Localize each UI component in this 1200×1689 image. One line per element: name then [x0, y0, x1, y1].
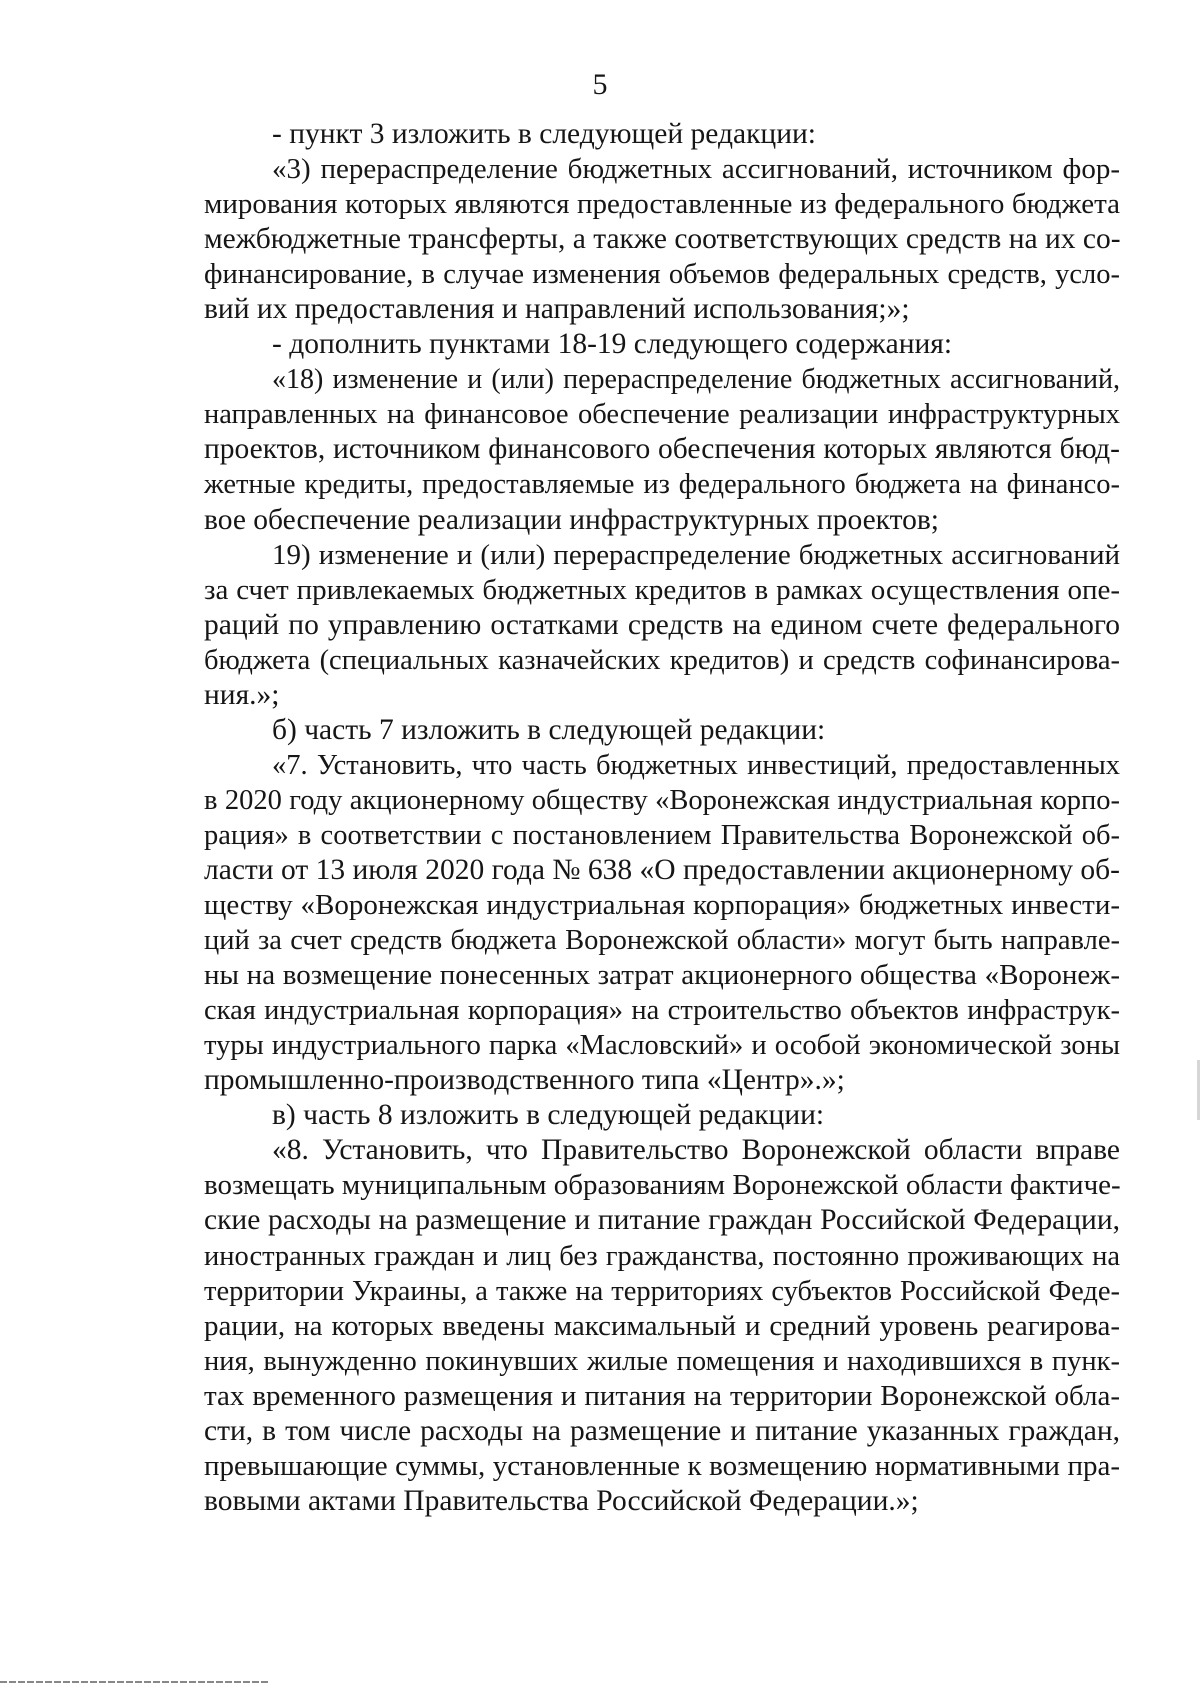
- text-line: сти, в том числе расходы на размещение и питание указанных граждан,: [204, 1414, 1120, 1447]
- text-line: превышающие суммы, установленные к возмещению нормативными пра-: [204, 1449, 1120, 1482]
- text-line: ций за счет средств бюджета Воронежской области» могут быть направле-: [204, 925, 1120, 957]
- page-number: 5: [592, 68, 608, 101]
- text-line: в) часть 8 изложить в следующей редакции:: [272, 1099, 825, 1132]
- text-line: ществу «Воронежская индустриальная корпорация» бюджетных инвести-: [204, 889, 1120, 922]
- text-line: вое обеспечение реализации инфраструктурных проектов;: [204, 503, 939, 536]
- text-line: вий их предоставления и направлений использования;»;: [204, 293, 910, 326]
- text-line: жетные кредиты, предоставляемые из федерального бюджета на финансо-: [204, 469, 1120, 501]
- text-line: проектов, источником финансового обеспечения которых являются бюд-: [204, 433, 1120, 466]
- text-line: ская индустриальная корпорация» на строительство объектов инфраструк-: [204, 995, 1120, 1027]
- text-line: «7. Установить, что часть бюджетных инвестиций, предоставленных: [272, 749, 1120, 781]
- text-line: - пункт 3 изложить в следующей редакции:: [272, 118, 816, 150]
- text-line: тах временного размещения и питания на территории Воронежской обла-: [204, 1379, 1120, 1412]
- text-line: «18) изменение и (или) перераспределение бюджетных ассигнований,: [272, 364, 1120, 396]
- text-line: рация» в соответствии с постановлением Правительства Воронежской об-: [204, 819, 1120, 851]
- text-line: «8. Установить, что Правительство Воронежской области вправе: [272, 1134, 1120, 1167]
- text-line: ласти от 13 июля 2020 года № 638 «О предоставлении акционерному об-: [204, 853, 1120, 886]
- text-line: туры индустриального парка «Масловский» и особой экономической зоны: [204, 1030, 1120, 1062]
- text-line: межбюджетные трансферты, а также соответствующих средств на их со-: [204, 223, 1121, 256]
- text-line: промышленно-производственного типа «Центр».»;: [204, 1064, 845, 1097]
- text-line: - дополнить пунктами 18-19 следующего содержания:: [272, 328, 953, 361]
- text-line: ния.»;: [204, 678, 280, 711]
- text-line: финансирование, в случае изменения объемов федеральных средств, усло-: [204, 259, 1120, 291]
- text-line: рации, на которых введены максимальный и средний уровень реагирова-: [204, 1309, 1120, 1342]
- text-line: 19) изменение и (или) перераспределение бюджетных ассигнований: [272, 538, 1120, 571]
- text-line: бюджета (специальных казначейских кредитов) и средств софинансирова-: [204, 644, 1120, 676]
- document-body: [204, 117, 1120, 1519]
- text-line: ские расходы на размещение и питание граждан Российской Федерации,: [204, 1204, 1120, 1237]
- text-line: ны на возмещение понесенных затрат акционерного общества «Воронеж-: [204, 959, 1120, 992]
- scan-artifact-bottom: [0, 1681, 270, 1683]
- text-line: иностранных граждан и лиц без гражданства, постоянно проживающих на: [204, 1240, 1120, 1272]
- text-line: раций по управлению остатками средств на едином счете федерального: [204, 608, 1120, 641]
- text-line: «3) перераспределение бюджетных ассигнований, источником фор-: [272, 153, 1120, 186]
- text-line: территории Украины, а также на территориях субъектов Российской Феде-: [204, 1275, 1120, 1307]
- text-line: возмещать муниципальным образованиям Воронежской области фактиче-: [204, 1169, 1121, 1202]
- text-line: мирования которых являются предоставленные из федерального бюджета: [204, 188, 1120, 221]
- text-line: вовыми актами Правительства Российской Федерации.»;: [204, 1484, 919, 1517]
- text-line: направленных на финансовое обеспечение реализации инфраструктурных: [204, 399, 1120, 431]
- text-line: в 2020 году акционерному обществу «Воронежская индустриальная корпо-: [204, 784, 1120, 816]
- text-line: за счет привлекаемых бюджетных кредитов в рамках осуществления опе-: [204, 573, 1120, 606]
- text-line: б) часть 7 изложить в следующей редакции:: [272, 713, 826, 746]
- text-line: ния, вынужденно покинувших жилые помещения и находившихся в пунк-: [204, 1345, 1120, 1377]
